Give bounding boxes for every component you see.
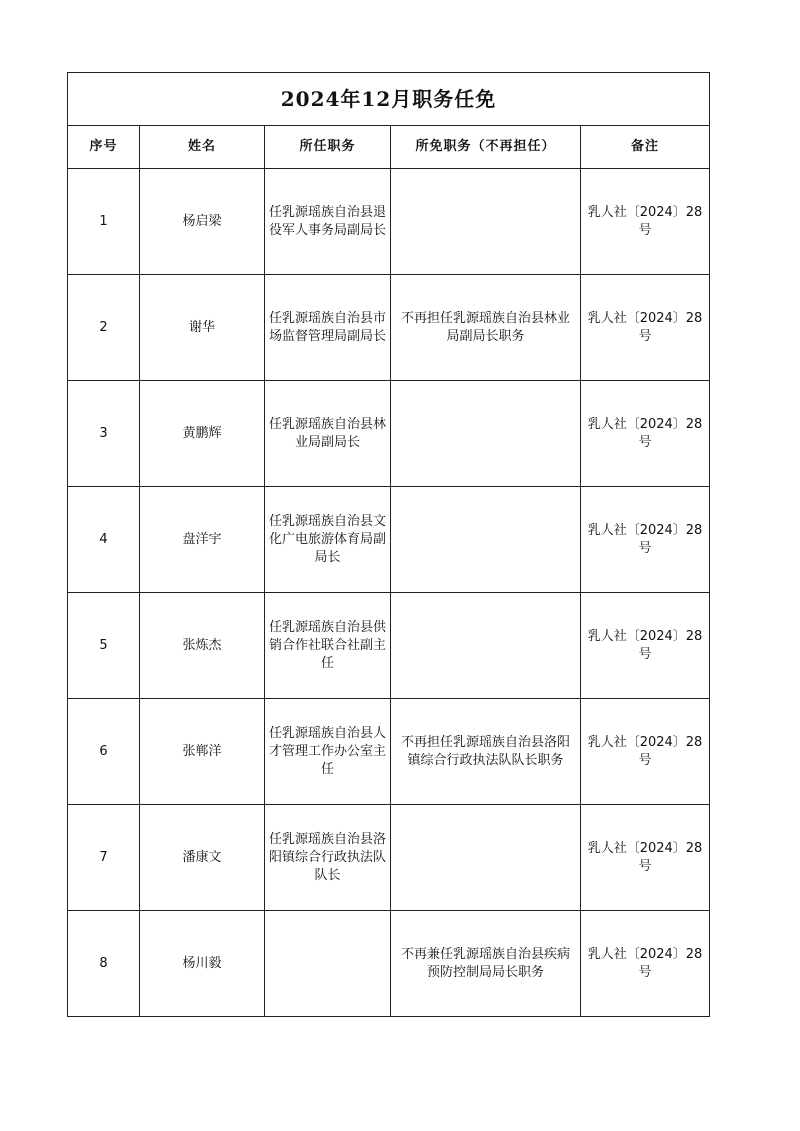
table-row (68, 699, 710, 805)
cell-post: 任乳源瑶族自治县文化广电旅游体育局副局长 (265, 487, 391, 593)
header-removed: 所免职务（不再担任） (391, 126, 581, 169)
cell-note: 乳人社〔2024〕28号 (581, 805, 710, 911)
cell-post: 任乳源瑶族自治县人才管理工作办公室主任 (265, 699, 391, 805)
cell-note: 乳人社〔2024〕28号 (581, 169, 710, 275)
header-post: 所任职务 (265, 126, 391, 169)
cell-post: 任乳源瑶族自治县退役军人事务局副局长 (265, 169, 391, 275)
cell-name: 黄鹏辉 (140, 381, 265, 487)
cell-note: 乳人社〔2024〕28号 (581, 487, 710, 593)
cell-name: 张炼杰 (140, 593, 265, 699)
cell-no: 5 (68, 593, 140, 699)
cell-removed (391, 487, 581, 593)
cell-post: 任乳源瑶族自治县供销合作社联合社副主任 (265, 593, 391, 699)
appointments-table (67, 72, 710, 1017)
cell-post: 任乳源瑶族自治县市场监督管理局副局长 (265, 275, 391, 381)
cell-no: 6 (68, 699, 140, 805)
cell-no: 4 (68, 487, 140, 593)
table-row (68, 593, 710, 699)
cell-removed (391, 593, 581, 699)
cell-note: 乳人社〔2024〕28号 (581, 699, 710, 805)
cell-note: 乳人社〔2024〕28号 (581, 381, 710, 487)
cell-no: 8 (68, 911, 140, 1017)
cell-removed (391, 381, 581, 487)
header-note: 备注 (581, 126, 710, 169)
cell-name: 潘康文 (140, 805, 265, 911)
cell-removed: 不再担任乳源瑶族自治县林业局副局长职务 (391, 275, 581, 381)
cell-removed (391, 805, 581, 911)
cell-removed (391, 169, 581, 275)
table-header-row (68, 126, 710, 169)
table-row (68, 275, 710, 381)
table-row (68, 169, 710, 275)
cell-post (265, 911, 391, 1017)
page-title: 2024年12月职务任免 (68, 73, 710, 126)
cell-name: 张郸洋 (140, 699, 265, 805)
cell-name: 谢华 (140, 275, 265, 381)
cell-no: 7 (68, 805, 140, 911)
cell-name: 盘洋宇 (140, 487, 265, 593)
header-name: 姓名 (140, 126, 265, 169)
cell-note: 乳人社〔2024〕28号 (581, 275, 710, 381)
cell-note: 乳人社〔2024〕28号 (581, 593, 710, 699)
cell-removed: 不再兼任乳源瑶族自治县疾病预防控制局局长职务 (391, 911, 581, 1017)
cell-removed: 不再担任乳源瑶族自治县洛阳镇综合行政执法队队长职务 (391, 699, 581, 805)
title-row (68, 73, 710, 126)
cell-note: 乳人社〔2024〕28号 (581, 911, 710, 1017)
table-row (68, 805, 710, 911)
cell-name: 杨川毅 (140, 911, 265, 1017)
cell-no: 1 (68, 169, 140, 275)
cell-name: 杨启梁 (140, 169, 265, 275)
cell-post: 任乳源瑶族自治县林业局副局长 (265, 381, 391, 487)
cell-no: 3 (68, 381, 140, 487)
table-row (68, 381, 710, 487)
cell-no: 2 (68, 275, 140, 381)
table-row (68, 911, 710, 1017)
cell-post: 任乳源瑶族自治县洛阳镇综合行政执法队队长 (265, 805, 391, 911)
header-no: 序号 (68, 126, 140, 169)
table-row (68, 487, 710, 593)
